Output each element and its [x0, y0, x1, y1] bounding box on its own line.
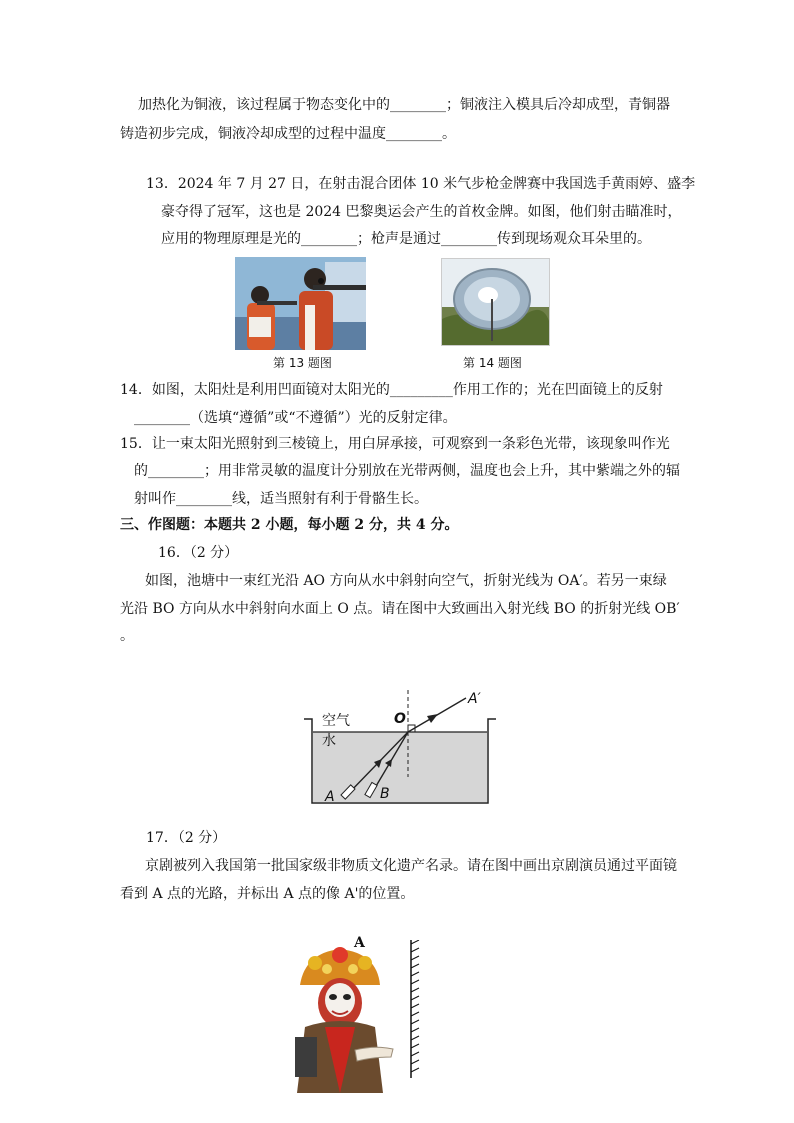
q13-line-1: 13．2024 年 7 月 27 日，在射击混合团体 10 米气步枪金牌赛中我国选手黄雨婷、盛李 — [146, 176, 696, 192]
q14-line-1: 14．如图，太阳灶是利用凹面镜对太阳光的_________作用工作的；光在凹面镜上的反射 — [120, 382, 663, 398]
q16-line-3: 。 — [120, 628, 134, 644]
solar-cooker-photo — [441, 258, 550, 346]
q15-line-3: 射叫作________线，适当照射有利于骨骼生长。 — [134, 491, 428, 507]
opera-performer-image — [285, 945, 395, 1093]
q14-line-2: ________（选填“遵循”或“不遵循”）光的反射定律。 — [134, 410, 457, 426]
refraction-diagram — [300, 685, 510, 810]
arrow-oa — [427, 714, 438, 723]
q16-line-1: 如图，池塘中一束红光沿 AO 方向从水中斜射向空气，折射光线为 OA′。若另一束绿 — [145, 573, 667, 589]
label-a-prime: A′ — [468, 691, 481, 707]
q13-line-2: 豪夺得了冠军，这也是 2024 巴黎奥运会产生的首枚金牌。如图，他们射击瞄准时， — [161, 204, 682, 220]
q16-number: 16．（2 分） — [158, 545, 239, 561]
plane-mirror — [405, 940, 423, 1080]
label-b: B — [380, 786, 390, 802]
point-a-label: A — [354, 935, 365, 951]
q17-number: 17．（2 分） — [146, 830, 227, 846]
q16-line-2: 光沿 BO 方向从水中斜射向水面上 O 点。请在图中大致画出入射光线 BO 的折射光线 OB′ — [120, 601, 680, 617]
section-3-heading: 三、作图题：本题共 2 小题，每小题 2 分，共 4 分。 — [120, 517, 459, 533]
label-air: 空气 — [322, 713, 350, 729]
q12-line-2: 铸造初步完成，铜液冷却成型的过程中温度________。 — [120, 126, 456, 142]
q15-line-2: 的________；用非常灵敏的温度计分别放在光带两侧，温度也会上升，其中紫端之外的辐 — [134, 463, 680, 479]
shooters-photo — [235, 257, 366, 350]
q14-figure-caption: 第 14 题图 — [463, 356, 522, 370]
label-a: A — [325, 789, 335, 805]
q13-line-3: 应用的物理原理是光的________；枪声是通过________传到现场观众耳朵里的。 — [161, 231, 651, 247]
label-o: O — [394, 711, 406, 727]
water-body — [313, 732, 487, 802]
q13-figure-caption: 第 13 题图 — [273, 356, 332, 370]
q15-line-1: 15．让一束太阳光照射到三棱镜上，用白屏承接，可观察到一条彩色光带，该现象叫作光 — [120, 436, 670, 452]
q17-line-1: 京剧被列入我国第一批国家级非物质文化遗产名录。请在图中画出京剧演员通过平面镜 — [145, 858, 677, 874]
label-water: 水 — [322, 733, 336, 749]
q17-line-2: 看到 A 点的光路，并标出 A 点的像 A'的位置。 — [120, 886, 415, 902]
q12-line-1: 加热化为铜液，该过程属于物态变化中的________；铜液注入模具后冷却成型，青铜器 — [138, 97, 670, 113]
